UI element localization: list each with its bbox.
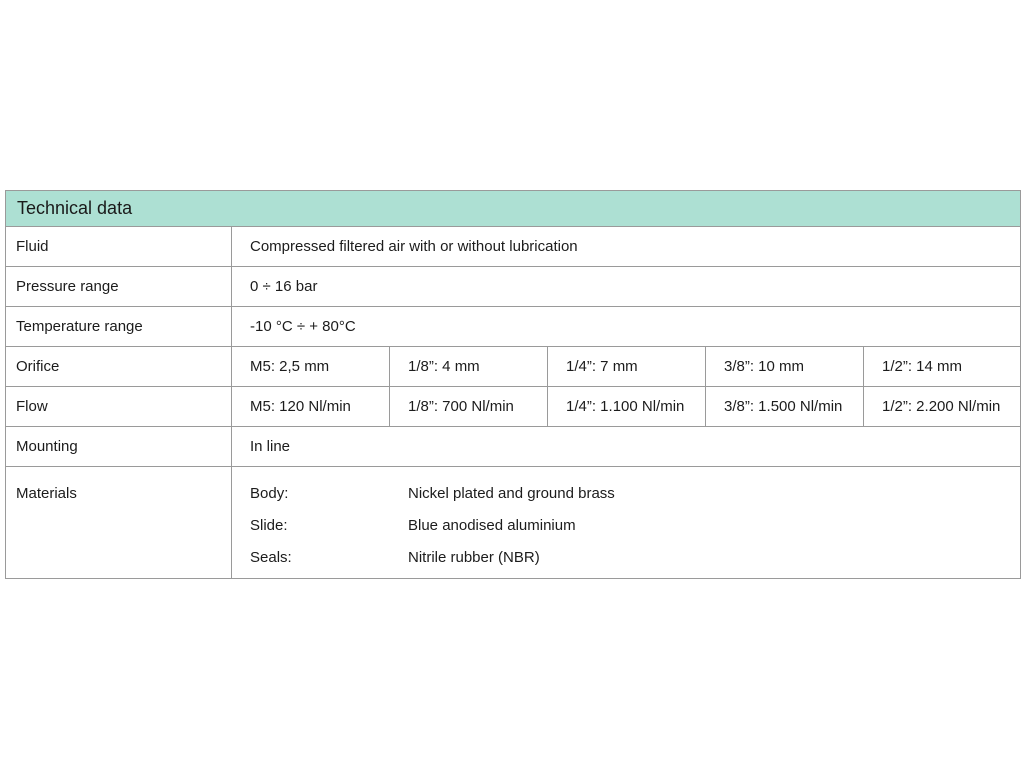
orifice-values [232, 347, 1020, 386]
row-label-fluid: Fluid [6, 227, 232, 266]
row-label-mounting: Mounting [6, 427, 232, 466]
material-value-body: Nickel plated and ground brass [408, 485, 615, 502]
row-label-temperature-range: Temperature range [6, 307, 232, 346]
row-label-materials: Materials [6, 467, 232, 578]
material-row-body [250, 485, 1020, 517]
technical-data-table [5, 190, 1021, 579]
table-title: Technical data [6, 191, 1020, 227]
orifice-value-3-8: 3/8”: 10 mm [706, 347, 864, 386]
material-value-seals: Nitrile rubber (NBR) [408, 549, 540, 566]
material-value-slide: Blue anodised aluminium [408, 517, 576, 534]
material-row-slide [250, 517, 1020, 549]
flow-value-3-8: 3/8”: 1.500 Nl/min [706, 387, 864, 426]
orifice-value-1-8: 1/8”: 4 mm [390, 347, 548, 386]
table-row-fluid [6, 227, 1020, 267]
material-row-seals [250, 549, 1020, 581]
table-row-temperature-range [6, 307, 1020, 347]
orifice-value-1-2: 1/2”: 14 mm [882, 358, 963, 375]
flow-value-m5: M5: 120 Nl/min [232, 387, 390, 426]
row-label-flow: Flow [6, 387, 232, 426]
material-part-slide: Slide: [250, 517, 288, 534]
row-label-orifice: Orifice [6, 347, 232, 386]
row-value-mounting: In line [250, 438, 291, 455]
flow-value-1-8: 1/8”: 700 Nl/min [390, 387, 548, 426]
orifice-value-1-4: 1/4”: 7 mm [548, 347, 706, 386]
material-part-seals: Seals: [250, 549, 292, 566]
flow-value-1-2: 1/2”: 2.200 Nl/min [882, 398, 1001, 415]
flow-values [232, 387, 1020, 426]
row-value-temperature-range: -10 °C ÷ + 80°C [250, 318, 356, 335]
flow-value-1-4: 1/4”: 1.100 Nl/min [548, 387, 706, 426]
material-part-body: Body: [250, 485, 289, 502]
row-value-fluid: Compressed filtered air with or without lubrication [250, 238, 578, 255]
table-row-pressure-range [6, 267, 1020, 307]
orifice-value-m5: M5: 2,5 mm [232, 347, 390, 386]
materials-list [232, 467, 1020, 578]
row-value-pressure-range: 0 ÷ 16 bar [250, 278, 318, 295]
table-row-materials [6, 467, 1020, 578]
table-row-mounting [6, 427, 1020, 467]
table-row-flow [6, 387, 1020, 427]
row-label-pressure-range: Pressure range [6, 267, 232, 306]
table-row-orifice [6, 347, 1020, 387]
